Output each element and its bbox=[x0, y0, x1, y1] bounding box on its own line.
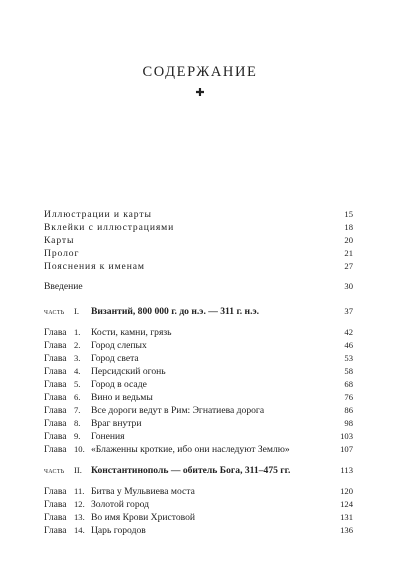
chapter-number: 9. bbox=[74, 431, 81, 441]
chapter-word: Глава bbox=[44, 512, 67, 523]
chapter-number: 7. bbox=[74, 405, 81, 415]
chapter-number: 8. bbox=[74, 418, 81, 428]
toc-chapter[interactable] bbox=[44, 511, 353, 524]
toc-page-number: 21 bbox=[344, 248, 353, 258]
chapter-title: Город в осаде bbox=[91, 379, 147, 390]
toc-entry-label: Пояснения к именам bbox=[44, 261, 145, 272]
toc-page-number: 30 bbox=[344, 281, 353, 291]
toc-chapter[interactable] bbox=[44, 378, 353, 391]
chapter-title: Все дороги ведут в Рим: Эгнатиева дорога bbox=[91, 405, 265, 416]
chapter-word: Глава bbox=[44, 392, 67, 403]
toc-chapter[interactable] bbox=[44, 443, 353, 456]
toc-entry-label: Карты bbox=[44, 235, 75, 246]
cross-ornament-icon: ✚ bbox=[195, 87, 205, 99]
chapter-number: 2. bbox=[74, 340, 81, 350]
toc-chapter[interactable] bbox=[44, 326, 353, 339]
toc-page-number: 107 bbox=[340, 444, 353, 454]
toc-chapter[interactable] bbox=[44, 498, 353, 511]
chapter-word: Глава bbox=[44, 353, 67, 364]
chapter-title: Персидский огонь bbox=[91, 366, 166, 377]
toc-page-number: 27 bbox=[344, 261, 353, 271]
toc-chapter[interactable] bbox=[44, 339, 353, 352]
chapter-word: Глава bbox=[44, 366, 67, 377]
toc-chapter[interactable] bbox=[44, 404, 353, 417]
toc-entry-name-notes[interactable] bbox=[44, 260, 353, 273]
chapter-title: Город слепых bbox=[91, 340, 147, 351]
chapter-title: Во имя Крови Христовой bbox=[91, 512, 196, 523]
toc-page-number: 20 bbox=[344, 235, 353, 245]
toc-page-number: 98 bbox=[344, 418, 353, 428]
toc-entry-prologue[interactable] bbox=[44, 247, 353, 260]
chapter-number: 11. bbox=[74, 486, 85, 496]
chapter-number: 3. bbox=[74, 353, 81, 363]
toc-entry-label: Введение bbox=[44, 281, 83, 292]
toc-page-number: 131 bbox=[340, 512, 353, 522]
chapter-title: Золотой город bbox=[91, 499, 150, 510]
chapter-number: 4. bbox=[74, 366, 81, 376]
chapter-title: Враг внутри bbox=[91, 418, 142, 429]
toc-chapter[interactable] bbox=[44, 417, 353, 430]
toc-page-number: 113 bbox=[340, 465, 353, 475]
toc-page-number: 120 bbox=[340, 486, 353, 496]
chapter-number: 6. bbox=[74, 392, 81, 402]
chapter-title: Гонения bbox=[91, 431, 125, 442]
chapter-word: Глава bbox=[44, 340, 67, 351]
chapter-word: Глава bbox=[44, 486, 67, 497]
chapter-number: 5. bbox=[74, 379, 81, 389]
toc-chapter[interactable] bbox=[44, 485, 353, 498]
toc-page-number: 37 bbox=[344, 306, 353, 316]
toc-page-number: 15 bbox=[344, 209, 353, 219]
page-title: СОДЕРЖАНИЕ bbox=[142, 64, 258, 80]
toc-entry-introduction[interactable] bbox=[44, 280, 353, 293]
chapter-word: Глава bbox=[44, 525, 67, 536]
toc-entry-illustrations[interactable] bbox=[44, 208, 353, 221]
toc-page-number: 86 bbox=[344, 405, 353, 415]
chapter-number: 14. bbox=[74, 525, 85, 535]
part-number: I. bbox=[74, 306, 80, 316]
chapter-title: Город света bbox=[91, 353, 139, 364]
chapter-word: Глава bbox=[44, 327, 67, 338]
toc-chapter[interactable] bbox=[44, 365, 353, 378]
toc-page-number: 18 bbox=[344, 222, 353, 232]
toc-page-number: 76 bbox=[344, 392, 353, 402]
toc-chapter[interactable] bbox=[44, 352, 353, 365]
toc-chapter[interactable] bbox=[44, 524, 353, 537]
toc-page-number: 124 bbox=[340, 499, 353, 509]
toc-page-number: 53 bbox=[344, 353, 353, 363]
chapter-number: 1. bbox=[74, 327, 81, 337]
toc-entry-label: Пролог bbox=[44, 248, 80, 259]
toc-entry-label: Вклейки с иллюстрациями bbox=[44, 222, 175, 233]
toc-page-number: 136 bbox=[340, 525, 353, 535]
chapter-word: Глава bbox=[44, 379, 67, 390]
chapter-number: 12. bbox=[74, 499, 85, 509]
chapter-word: Глава bbox=[44, 418, 67, 429]
part-word: часть bbox=[44, 307, 65, 316]
chapter-title: Вино и ведьмы bbox=[91, 392, 153, 403]
toc-chapter[interactable] bbox=[44, 391, 353, 404]
toc-page-number: 58 bbox=[344, 366, 353, 376]
toc-page-number: 103 bbox=[340, 431, 353, 441]
toc-entry-label: Иллюстрации и карты bbox=[44, 209, 152, 220]
toc-page-number: 68 bbox=[344, 379, 353, 389]
toc-entry-maps[interactable] bbox=[44, 234, 353, 247]
chapter-word: Глава bbox=[44, 431, 67, 442]
toc-page-number: 42 bbox=[344, 327, 353, 337]
chapter-word: Глава bbox=[44, 444, 67, 455]
part-title: Константинополь — обитель Бога, 311–475 гг. bbox=[91, 465, 291, 476]
toc-page-number: 46 bbox=[344, 340, 353, 350]
toc-part-2[interactable] bbox=[44, 464, 353, 477]
chapter-title: Царь городов bbox=[91, 525, 146, 536]
chapter-word: Глава bbox=[44, 499, 67, 510]
toc-chapter[interactable] bbox=[44, 430, 353, 443]
chapter-title: Кости, камни, грязь bbox=[91, 327, 172, 338]
chapter-title: «Блаженны кроткие, ибо они наследуют Землю» bbox=[91, 444, 290, 455]
toc-entry-plates[interactable] bbox=[44, 221, 353, 234]
part-title: Византий, 800 000 г. до н.э. — 311 г. н.э. bbox=[91, 306, 260, 317]
chapter-number: 10. bbox=[74, 444, 85, 454]
part-word: часть bbox=[44, 466, 65, 475]
chapter-number: 13. bbox=[74, 512, 85, 522]
chapter-title: Битва у Мульвиева моста bbox=[91, 486, 195, 497]
chapter-word: Глава bbox=[44, 405, 67, 416]
part-number: II. bbox=[74, 465, 82, 475]
toc-part-1[interactable] bbox=[44, 305, 353, 318]
